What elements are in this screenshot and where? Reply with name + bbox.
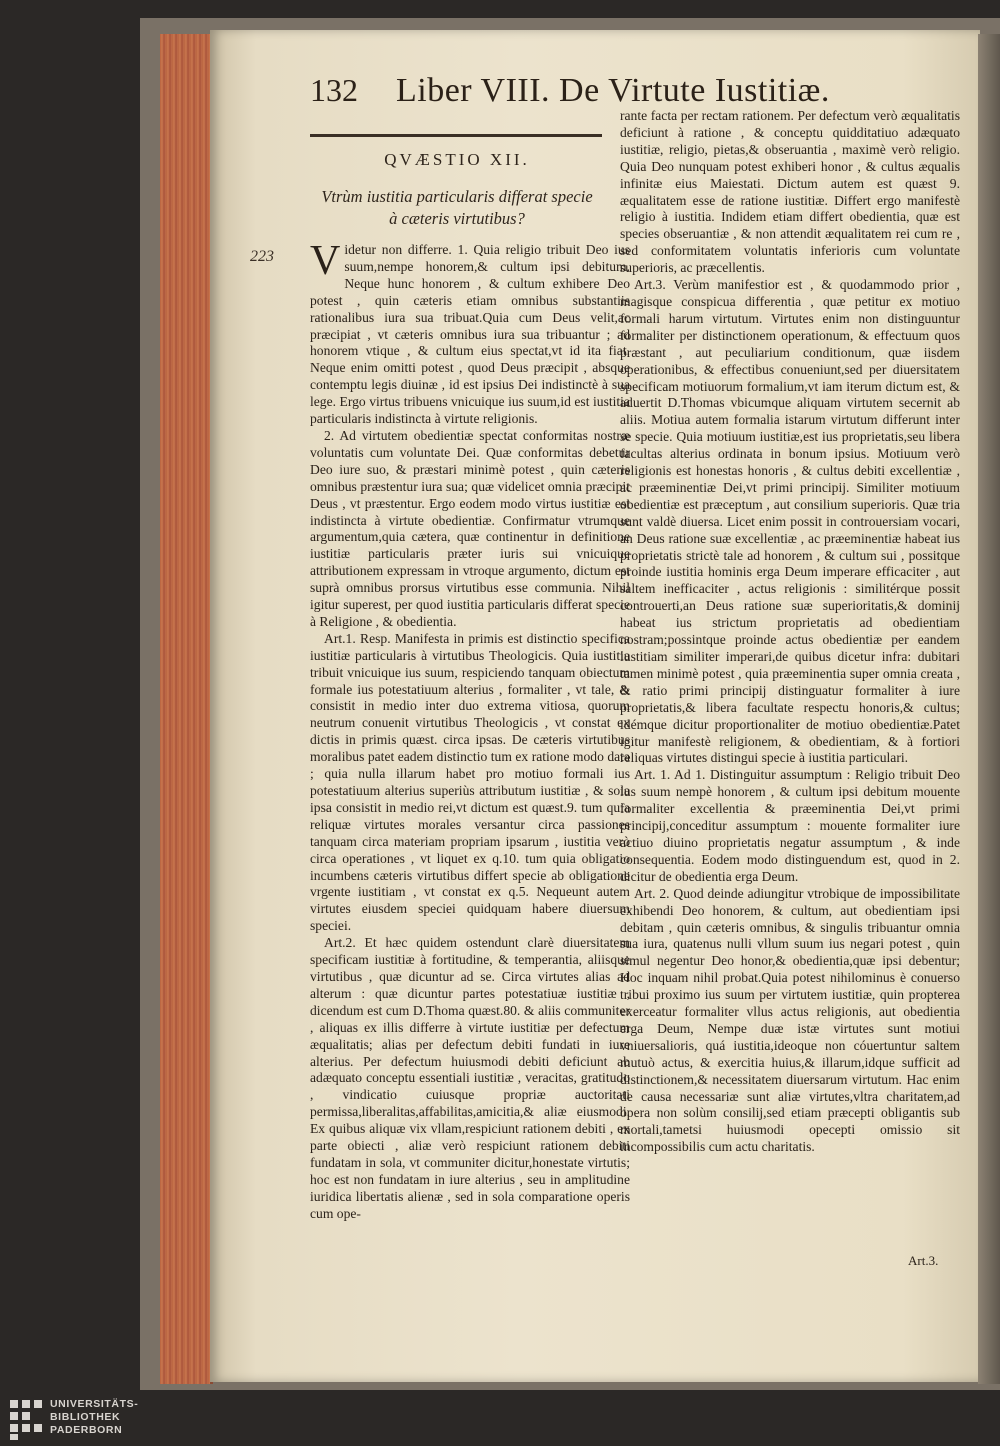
page-gutter [978,34,1000,1384]
paragraph: Art.3. Verùm manifestior est , & quodammodo prior , magisque conspicua differentia , quæ petitur ex motiuo formali harum virtutum. Virtutes enim non distinguuntur formaliter per distinctionem operationum, & effectuum quos præstant , aut peculiarium conditionum, quæ iisdem operationibus, & effectibus conueniunt,sed per diuersitatem specificam motiuorum formalium,vt iam iterum dictum est, & aduertit D.Thomas vbicumque aliquam virtutem secernit ab aliis. Motiua autem formalia istarum virtutum differunt inter se specie. Quia motiuum iustitiæ,est ius proprietatis,seu libera facultas alterius ordinata in bonum ipsius. Motiuum verò religionis est honestas honoris , & cultus debiti excellentiæ , ac præeminentiæ Dei,vt primi principij. Similiter motiuum obedientiæ est præceptum , aut consilium superioris. Quæ tria sunt valdè diuersa. Licet enim possit in controuersiam vocari, an Deus ratione suæ excellentiæ , ac præeminentiæ habeat ius proprietatis strictè tale ad honorem , & cultum sui , possitque proinde iustitia hominis erga Deum imperare efficaciter , aut saltem inefficaciter , actus religionis : similitérque possit controuerti,an Deus ratione suæ superioritatis,& dominij habeat ius strictum proprietatis ad obedientiam nostram;possintque proinde actus obedientiæ per eandem iustitiam similiter imperari,de quibus dicetur infra: dubitari tamen minimè potest , quia præeminentia super omnia creata , & ratio primi principij distinguatur formaliter à iure proprietatis,& libera facultate respectu honoris,& cultus; idémque dicitur proportionaliter de motiuo obedientiæ.Patet igitur manifestè religionem, & obedientiam, & à fortiori reliquas virtutes distingui specie à iustitia particulari. [620,277,960,766]
paragraph: 2. Ad virtutem obedientiæ spectat conformitas nostræ voluntatis cum voluntate Dei. Quæ conformitas debetur Deo iure suo, & præstari minimè potest , quin cæteris omnibus præstentur iura sua; quæ videlicet omnia præcipit Deus , vt præstentur. Ergo eodem modo virtus iustitiæ est indistincta à virtute obedientiæ. Confirmatur vtrumque argumentum,quia cætera, quæ continentur in definitione iustitiæ particularis præter iuris sui vnicuique attributionem expressam in vtroque argumento, dictum est suprà omnibus prorsus virtutibus esse communia. Nihil igitur superest, per quod iustitia particularis differat specie à Religione , & obedientia. [310,427,630,629]
library-footer [0,1392,1000,1446]
page-fore-edge [160,34,213,1384]
library-logo-icon [8,1398,46,1442]
running-title: Liber VIII. De Virtute Iustitiæ. [396,72,830,109]
handwritten-margin-note: 223 [250,248,274,265]
header-rule [310,134,602,137]
paragraph: rante facta per rectam rationem. Per defectum verò æqualitatis deficiunt à ratione , & conceptu quidditatiuo adæquato iustitiæ, religio, pietas,& obseruantia , maximè verò religio. Quia Deo nunquam potest exhiberi honor , & cultus æqualis infinitæ eius Maiestati. Dictum autem est quæst 9. æqualitatem esse de ratione iustitiæ. Differt ergo manifestè religio à iustitia. Indidem etiam differt obedientia, quæ est species obseruantiæ , & non attendit æqualitatem rei cum re , sed conformitatem voluntatis inferioris cum voluntate superioris, ac præcellentis. [620,108,960,276]
catchword: Art.3. [908,1253,939,1268]
drop-cap: V [310,238,341,284]
question-title: QVÆSTIO XII. [384,150,530,169]
paragraph: Art.1. Resp. Manifesta in primis est distinctio specifica iustitiæ particularis à virtutibus Theologicis. Quia iustitia tribuit vnicuique ius suum, respiciendo tanquam obiectum formale ius potestatiuum alterius , formaliter , vt tale, & consistit in medio inter duo extrema vitiosa, quorum neutrum conuenit virtutibus Theologicis , vt constat ex dictis in primis quæst. circa ipsas. De cæteris virtutibus moralibus patet eadem distinctio tum ex ratione modo data ; quia nulla illarum habet pro motiuo formali ius potestatiuum alterius superiùs attributum iustitiæ , & sola ipsa consistit in medio rei,vt dictum est quæst.9. tum quia reliquæ virtutes morales versantur circa passiones tanquam circa materiam propriam ipsarum , iustitia verò circa operationes , vt liquet ex q.10. tum quia obligatio incumbens cæteris virtutibus differt specie ab obligatione vrgente iustitiam , vt constat ex q.5. Nequeunt autem virtutes eiusdem speciei quidquam habere diuersum speciei. [310,630,630,934]
library-name: UNIVERSITÄTS- BIBLIOTHEK PADERBORN [50,1398,139,1436]
page-number: 132 [310,72,358,108]
paragraph: Videtur non differre. 1. Quia religio tribuit Deo ius suum,nempe honorem,& cultum ipsi debitum. Neque hunc honorem , & cultum exhibere Deo potest , quin cæteris etiam omnibus substantiis rationalibus iura sua tribuat.Quia cum Deus velit,ac præcipiat , vt cæteris omnibus iura sua tribuantur ; ad honorem vtique , & cultum eius spectat,vt id ita fiat. Neque enim omitti potest , quod Deus præcipit , absque contemptu legis diuinæ , id est ipsius Dei indistinctè à sua lege. Ergo virtus tribuens vnicuique ius suum,id est iustitia particularis indistincta à virtute religionis. [310,238,630,427]
right-column [620,108,960,1156]
question-subtitle: Vtrùm iustitia particularis differat specie à cæteris virtutibus? [321,187,593,228]
left-column [310,238,630,1223]
paragraph: Art. 2. Quod deinde adiungitur vtrobique de impossibilitate exhibendi Deo honorem, & cultum, aut obedientiam ipsi debitam , quin cæteris omnibus, & singulis tribuantur omnia sua iura, quatenus nulli vllum suum ius negari potest , quin simul negentur Deo honor,& obedientia,quæ ipsi debentur; Hoc inquam nihil probat.Quia potest nihilominus è conuerso tribui proximo ius suum per virtutem iustitiæ, quin propterea exerceatur formaliter vllus actus religionis, aut obedientia erga Deum, Nempe duæ istæ virtutes sunt motiui vniuersalioris, quá iustitia,ideoque non cóuertuntur saltem mutuò actus, & exercitia huius,& illarum,idque sufficit ad distinctionem,& necessitatem diuersarum virtutum. Hac enim de causa necessariæ sunt aliæ virtutes,vltra charitatem,ad opera non solùm consilij,sed etiam præcepti obligantis sub mortali,tametsi huiusmodi opecepti omissio sit incompossibilis cum actu charitatis. [620,885,960,1155]
paragraph: Art.2. Et hæc quidem ostendunt clarè diuersitatem specificam iustitiæ à fortitudine, & temperantia, aliisque virtutibus , quæ dicuntur ad se. Circa virtutes alias ad alterum : quæ dicuntur partes potestatiuæ iustitiæ , dicendum est cum D.Thoma quæst.80. & aliis communiter , aliquas ex illis differre à virtute iustitiæ per defectum æqualitatis; alias per defectum debiti fundati in iure alterius. Per defectum huiusmodi debiti deficiunt ab adæquato conceptu essentiali iustitiæ , veracitas, gratitudo , vindicatio cuiusque propriæ auctoritati permissa,liberalitas,affabilitas,amicitia,& aliæ eiusmodi. Ex quibus aliquæ vix vllam,respiciunt rationem debiti , ex parte obiecti , aliæ verò respiciunt rationem debiti fundatam in sola, vt communiter dicitur,honestate virtutis; hoc est non fundatam in iure alterius , seu in amplitudine iuridica libertatis alienæ , sed in sola comparatione operis cum ope- [310,935,630,1221]
paragraph: Art. 1. Ad 1. Distinguitur assumptum : Religio tribuit Deo ius suum nempè honorem , & cultum ipsi debitum mouente formaliter excellentia & præeminentia Dei,vt primi principij,conceditur assumptum : mouente formaliter iure actiuo diuino proprietatis negatur assumptum , & inde consequentia. Eodem modo distinguendum est, quod in 2. dicitur de obedientia erga Deum. [620,767,960,884]
